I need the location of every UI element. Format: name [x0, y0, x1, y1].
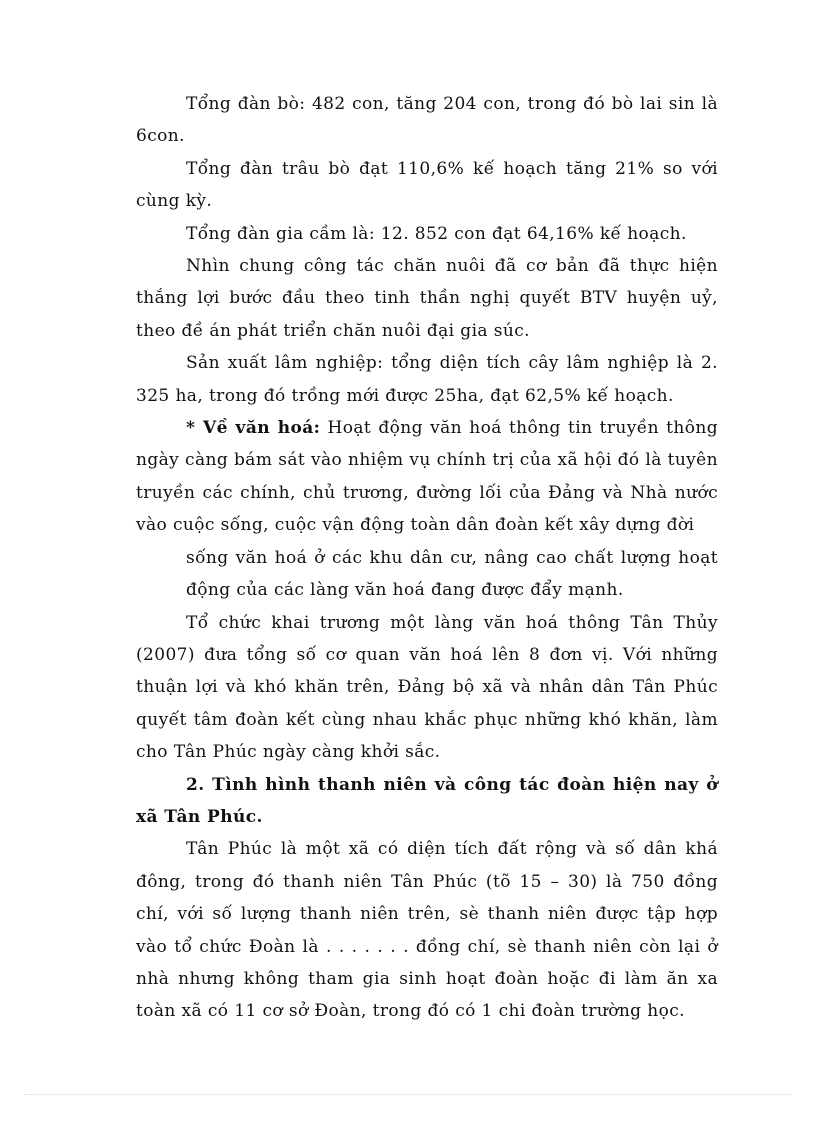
paragraph-cultural-village: Tổ chức khai trương một làng văn hoá thông Tân Thủy (2007) đưa tổng số cơ quan văn hoá lên 8 đơn vị. Với những thuận lợi và khó khăn trên, Đảng bộ xã và nhân dân Tân Phúc quyết tâm đoàn kết cùng nhau khắc phục những khó khăn, làm cho Tân Phúc ngày càng khởi sắc. — [136, 612, 718, 763]
paragraph-forestry: Sản xuất lâm nghiệp: tổng diện tích cây lâm nghiệp là 2. 325 ha, trong đó trồng mới được 25ha, đạt 62,5% kế hoạch. — [136, 353, 718, 406]
paragraph-youth: Tân Phúc là một xã có diện tích đất rộng và số dân khá đông, trong đó thanh niên Tân Phúc (tõ 15 – 30) là 750 đồng chí, với số lượng thanh niên trên, sè thanh niên được tập hợp vào tổ chức Đoàn là . . . . . . . đồng chí, sè thanh niên còn lại ở nhà nhưng không tham gia sinh hoạt đoàn hoặc đi làm ăn xa toàn xã có 11 cơ sở Đoàn, trong đó có 1 chi đoàn trường học. — [136, 839, 718, 1022]
paragraph-cattle: Tổng đàn bò: 482 con, tăng 204 con, trong đó bò lai sin là 6con. — [136, 94, 718, 147]
paragraph-poultry: Tổng đàn gia cầm là: 12. 852 con đạt 64,16% kế hoạch. — [186, 223, 687, 244]
section-heading: 2. Tình hình thanh niên và công tác đoàn hiện nay ở xã Tân Phúc. — [136, 774, 718, 827]
culture-body: Hoạt động văn hoá thông tin truyền thông ngày càng bám sát vào nhiệm vụ chính trị của xã hội đó là tuyên truyền các chính, chủ trương, đường lối của Đảng và Nhà nước vào cuộc sống, cuộc vận động toàn dân đoàn kết xây dựng đời — [136, 418, 719, 536]
paragraph-buffalo-cattle: Tổng đàn trâu bò đạt 110,6% kế hoạch tăng 21% so với cùng kỳ. — [136, 158, 718, 212]
page-bottom-divider — [24, 1094, 792, 1095]
document-page — [136, 88, 718, 1028]
paragraph-culture-continued: sống văn hoá ở các khu dân cư, nâng cao chất lượng hoạt động của các làng văn hoá đang được đẩy mạnh. — [186, 547, 718, 601]
paragraph-livestock-summary: Nhìn chung công tác chăn nuôi đã cơ bản đã thực hiện thắng lợi bước đầu theo tinh thần nghị quyết BTV huyện uỷ, theo đề án phát triển chăn nuôi đại gia súc. — [136, 256, 718, 341]
paragraph-culture — [136, 412, 718, 542]
culture-lead: * Về văn hoá: — [186, 418, 321, 439]
